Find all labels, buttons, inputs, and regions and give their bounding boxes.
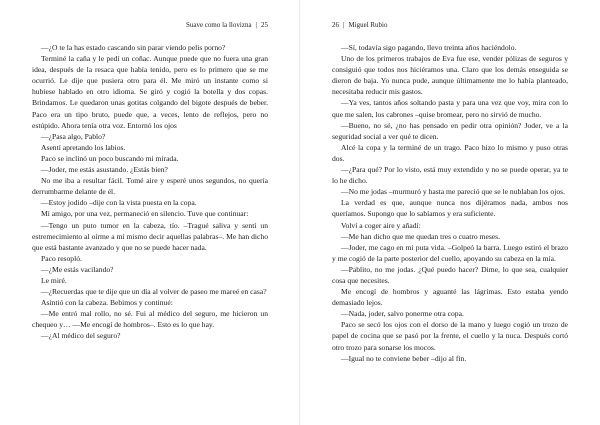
paragraph: —Joder, me cago en mi puta vida. –Golpeó la barra. Luego estiró el brazo y me cogió de la parte posterior del cuello, apoyando su cabeza en la mía. xyxy=(332,242,568,263)
page-number: 26 xyxy=(332,22,339,29)
running-head-left xyxy=(186,22,268,30)
paragraph: —¿Me estás vacilando? xyxy=(41,264,114,274)
paragraph: —¿Para qué? Por lo visto, está muy extendido y no se puede operar, ya te lo he dicho. xyxy=(332,165,568,186)
paragraph: —Estoy jodido –dije con la vista puesta en la copa. xyxy=(41,198,197,208)
paragraph: —Me han dicho que me quedan tres o cuatro meses. xyxy=(341,231,500,241)
paragraph: Paco se secó los ojos con el dorso de la mano y luego cogió un trozo de papel de cocina que se pasó por la frente, el cuello y la nuca. Después cortó otro trozo para sonarse los mocos. xyxy=(332,320,568,352)
paragraph: —Joder, me estás asustando. ¿Estás bien? xyxy=(41,165,168,175)
page-number: 25 xyxy=(261,22,268,29)
body-text-left xyxy=(32,42,268,342)
paragraph: —No me jodas –murmuró y hasta me pareció que se le nublaban los ojos. xyxy=(341,187,565,197)
paragraph: Paco resopló. xyxy=(41,253,82,263)
paragraph: —Tengo un puto tumor en la cabeza, tío. –Tragué saliva y sentí un estremecimiento al oírme a mí mismo decir aquellas palabras–. Me han dicho que está bastante avanzado y que no se puede hacer nada. xyxy=(32,220,268,252)
paragraph: Alcé la copa y la terminé de un trago. Paco hizo lo mismo y puso otras dos. xyxy=(332,142,568,163)
paragraph: Uno de los primeros trabajos de Eva fue ese, vender pólizas de seguros y consiguió que todos nos hiciéramos una. Claro que los demás enseguida se dieron de baja. Yo nunca pude, aunque últimamente me lo había planteado, necesitaba reducir mis gastos. xyxy=(332,54,568,97)
paragraph: Asintió con la cabeza. Bebimos y continué: xyxy=(41,298,173,308)
paragraph: —Igual no te conviene beber –dijo al fin. xyxy=(341,353,467,363)
right-page xyxy=(300,0,600,425)
book-title: Suave como la llovizna xyxy=(185,22,252,29)
paragraph: La verdad es que, aunque nunca nos dijéramos nada, ambos nos queríamos. Supongo que lo sabíamos y era suficiente. xyxy=(332,198,568,219)
paragraph: Paco se inclinó un poco buscando mi mirada. xyxy=(41,153,179,163)
running-head-separator: | xyxy=(255,22,257,29)
paragraph: —Me entró mal rollo, no sé. Fui al médico del seguro, me hicieron un chequeo y… —Me encogí de hombros–. Esto es lo que hay. xyxy=(32,309,268,330)
paragraph: Volví a coger aire y añadí: xyxy=(341,220,421,230)
running-head-separator: | xyxy=(343,22,345,29)
running-head-right xyxy=(332,22,388,30)
paragraph: Asentí apretando los labios. xyxy=(41,142,126,152)
paragraph: —¿Pasa algo, Pablo? xyxy=(41,131,106,141)
paragraph: Me encogí de hombros y aguanté las lágrimas. Esto estaba yendo demasiado lejos. xyxy=(332,287,568,308)
paragraph: Terminé la caña y le pedí un coñac. Aunque puede que no fuera una gran idea, después de la resaca que había tenido, pero es lo primero que se me ocurrió. Le dije que pusiera otro para él. Me miró un instante como si hubiese hablado en otro idioma. Se giró y cogió la botella y dos copas. Brindamos. Le quedaron unas gotitas colgando del bigote después de beber. Paco era un tipo bruto, puede que, a veces, lento de reflejos, pero no estúpido. Ahora tenía otra voz. Entornó los ojos xyxy=(32,54,268,130)
paragraph: —Bueno, no sé, ¿no has pensado en pedir otra opinión? Joder, ve a la seguridad social a ver qué te dicen. xyxy=(332,120,568,141)
paragraph: —¿O te la has estado cascando sin parar viendo pelis porno? xyxy=(41,43,226,52)
paragraph: —Sí, todavía sigo pagando, llevo treinta años haciéndolo. xyxy=(341,43,517,52)
paragraph: —Ya ves, tantos años soltando pasta y para una vez que voy, mira con lo que me salen, los cabrones –quise bromear, pero no sirvió de mucho. xyxy=(332,98,568,119)
paragraph: —Nada, joder, salvo ponerme otra copa. xyxy=(341,309,464,319)
paragraph: —¿Al médico del seguro? xyxy=(41,331,121,341)
author-name: Miguel Rubio xyxy=(348,22,388,29)
paragraph: —¿Recuerdas que te dije que un día al volver de paseo me mareé en casa? xyxy=(41,287,267,297)
body-text-right xyxy=(332,42,568,364)
paragraph: Mi amigo, por una vez, permaneció en silencio. Tuve que continuar: xyxy=(41,209,249,219)
paragraph: Le miré. xyxy=(41,275,67,285)
paragraph: No me iba a resultar fácil. Tomé aire y esperé unos segundos, no quería derrumbarme delante de él. xyxy=(32,176,268,197)
paragraph: —Pablito, no me jodas. ¿Qué puedo hacer? Dime, lo que sea, cualquier cosa que necesites. xyxy=(332,264,568,285)
